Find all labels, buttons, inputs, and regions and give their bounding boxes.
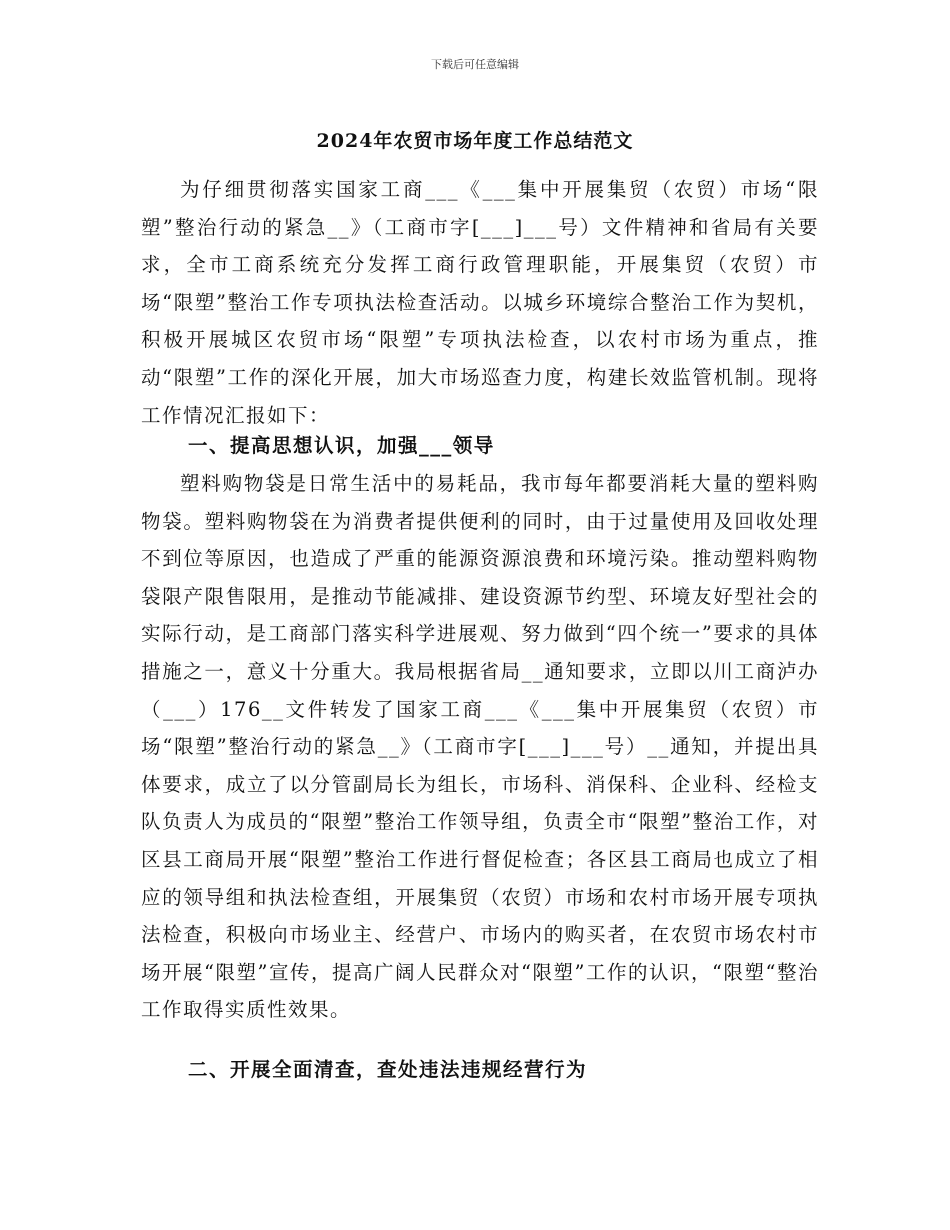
section-heading-2: 二、开展全面清查，查处违法违规经营行为: [188, 1058, 588, 1081]
section-heading-1: 一、提高思想认识，加强___领导: [188, 434, 495, 457]
document-title: 2024年农贸市场年度工作总结范文: [316, 130, 634, 152]
header-note: 下载后可任意编辑: [431, 58, 519, 71]
paragraph-intro: 为仔细贯彻落实国家工商___《___集中开展集贸（农贸）市场“限塑”整治行动的紧急__》（工商市字[___]___号）文件精神和省局有关要求，全市工商系统充分发挥工商行政管理职能，开展集贸（农贸）市场“限塑”整治工作专项执法检查活动。以城乡环境综合整治工作为契机，积极开展城区农贸市场“限塑”专项执法检查，以农村市场为重点，推动“限塑”工作的深化开展，加大市场巡查力度，构建长效监管机制。现将工作情况汇报如下：: [141, 178, 819, 427]
paragraph-section-1: 塑料购物袋是日常生活中的易耗品，我市每年都要消耗大量的塑料购物袋。塑料购物袋在为消费者提供便利的同时，由于过量使用及回收处理不到位等原因，也造成了严重的能源资源浪费和环境污染。推动塑料购物袋限产限售限用，是推动节能减排、建设资源节约型、环境友好型社会的实际行动，是工商部门落实科学进展观、努力做到“四个统一”要求的具体措施之一，意义十分重大。我局根据省局__通知要求，立即以川工商泸办（___）176__文件转发了国家工商___《___集中开展集贸（农贸）市场“限塑”整治行动的紧急__》（工商市字[___]___号）__通知，并提出具体要求，成立了以分管副局长为组长，市场科、消保科、企业科、经检支队负责人为成员的“限塑”整治工作领导组，负责全市“限塑”整治工作，对区县工商局开展“限塑”整治工作进行督促检查；各区县工商局也成立了相应的领导组和执法检查组，开展集贸（农贸）市场和农村市场开展专项执法检查，积极向市场业主、经营户、市场内的购买者，在农贸市场农村市场开展“限塑”宣传，提高广阔人民群众对“限塑”工作的认识，“限塑“整治工作取得实质性效果。: [141, 472, 819, 1022]
